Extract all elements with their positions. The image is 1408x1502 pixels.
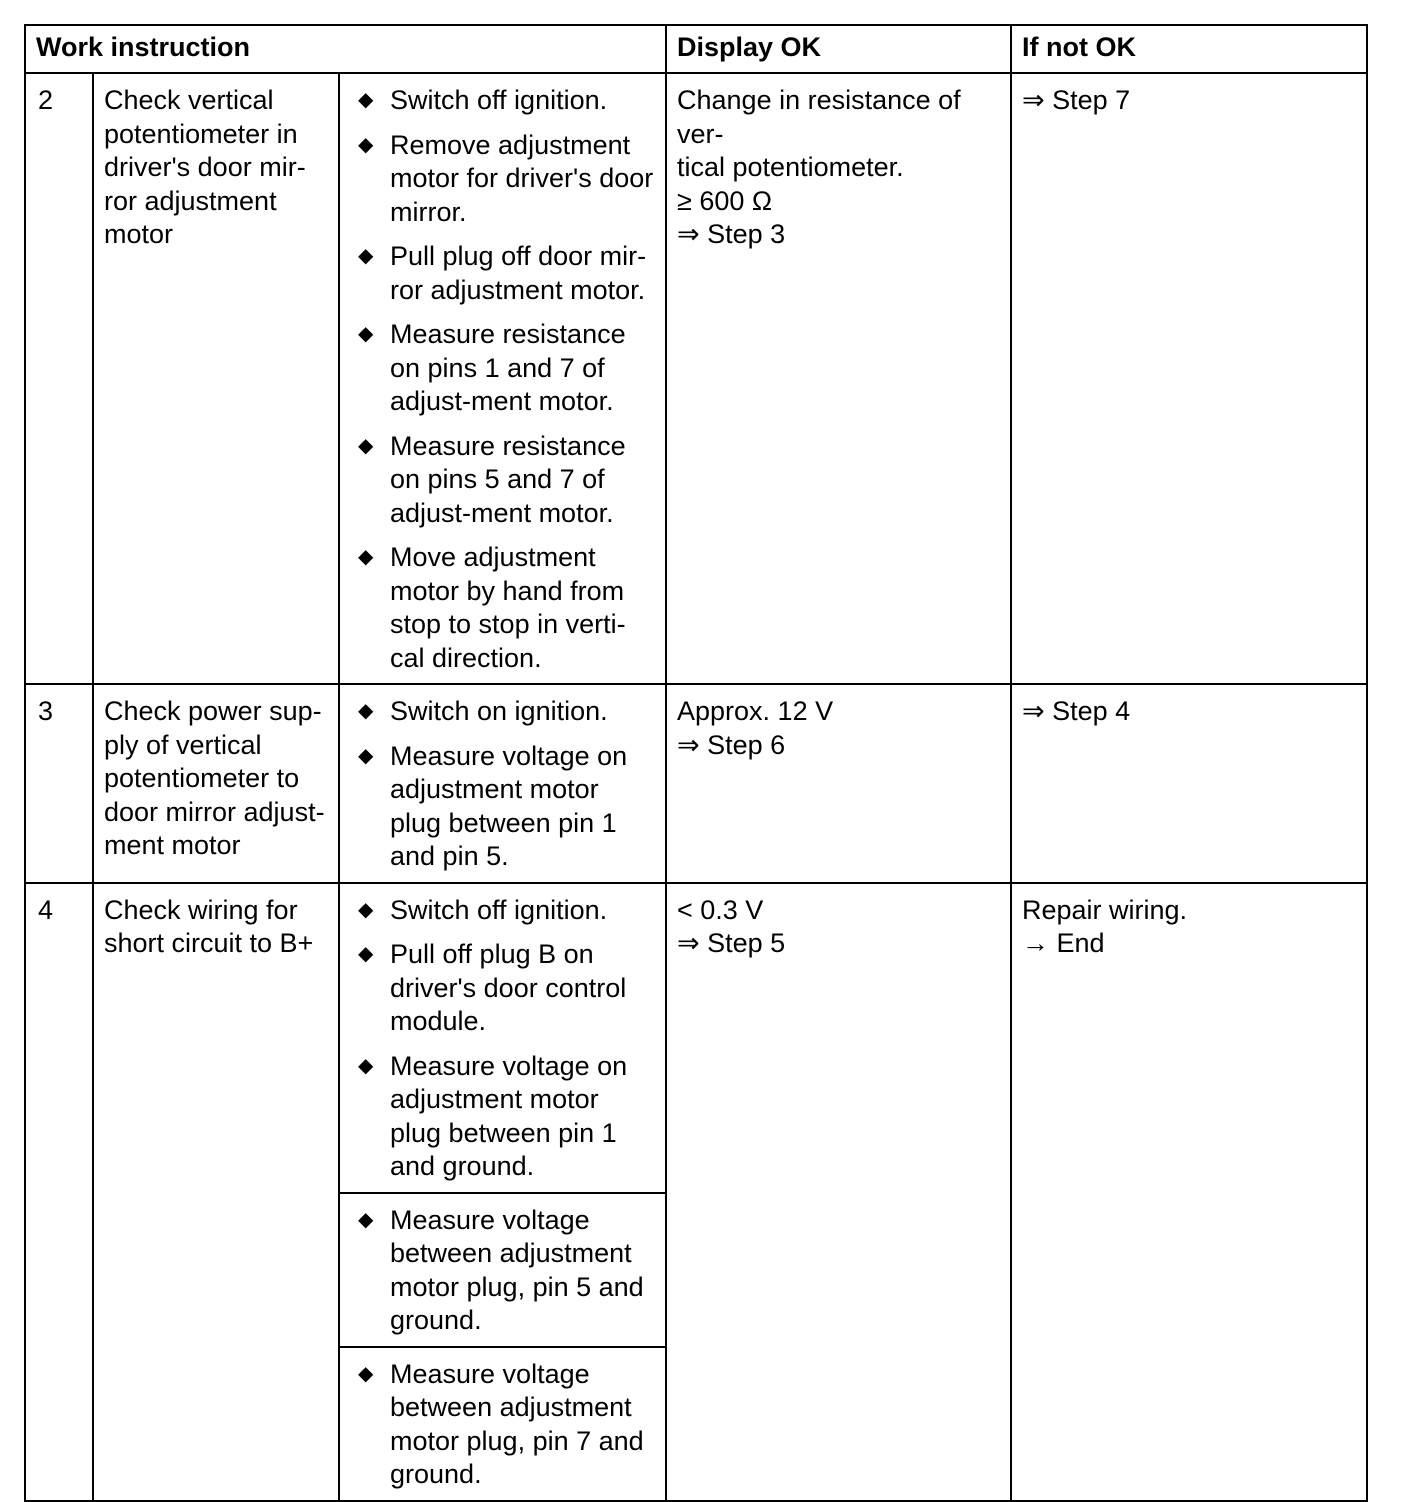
step-title-line: ply of vertical [104, 729, 262, 760]
if-not-ok-line: ⇒ Step 7 [1022, 85, 1131, 115]
list-item: ◆ Measure voltage between adjustment motor plug, pin 5 and ground. [358, 1204, 644, 1335]
display-ok-cell [666, 684, 1011, 883]
diamond-bullet-icon: ◆ [358, 1208, 374, 1231]
list-item: ◆ Switch off ignition. [350, 894, 655, 928]
step-title-line: Check wiring for [104, 894, 298, 925]
instruction-cell [339, 883, 666, 1193]
step-number: 3 [38, 696, 54, 726]
header-if-not-ok: If not OK [1011, 25, 1367, 73]
diamond-bullet-icon: ◆ [358, 943, 374, 965]
instruction-list [340, 884, 665, 1192]
step-title-line: door mirror adjust- [104, 796, 325, 827]
header-work-instruction: Work instruction [25, 25, 666, 73]
instruction-cell [339, 1347, 666, 1501]
list-item: ◆ Move adjustment motor by hand from stop to stop in verti-cal direction. [358, 542, 626, 673]
step-title-line: potentiometer to [104, 763, 300, 793]
list-item: ◆ Pull plug off door mir-ror adjustment motor. [358, 241, 647, 305]
diamond-bullet-icon: ◆ [358, 546, 374, 568]
diamond-bullet-icon: ◆ [358, 245, 374, 267]
display-ok-line: tical potentiometer. [677, 152, 904, 182]
step-number-cell [25, 73, 93, 684]
if-not-ok-cell [1011, 883, 1367, 1501]
instruction-list [340, 685, 665, 882]
step-title-line: potentiometer in [104, 118, 298, 149]
display-ok-line: ⇒ Step 6 [677, 729, 786, 760]
display-ok-cell [666, 883, 1011, 1501]
work-instruction-table [24, 24, 1368, 1502]
list-item: ◆ Pull off plug B on driver's door control module. [358, 939, 627, 1036]
step-title-cell [93, 684, 339, 883]
if-not-ok-line: Repair wiring. [1022, 894, 1188, 925]
display-ok-line: ≥ 600 Ω [677, 185, 773, 216]
list-item: ◆ Remove adjustment motor for driver's door mirror. [358, 129, 654, 227]
list-item: ◆ Measure voltage on adjustment motor plug between pin 1 and ground. [358, 1050, 628, 1181]
step-title-line: driver's door mir- [104, 152, 306, 182]
header-display-ok: Display OK [666, 25, 1011, 73]
instruction-list [340, 1194, 665, 1346]
display-ok-cell [666, 73, 1011, 684]
instruction-list [340, 74, 665, 683]
step-number: 4 [38, 894, 54, 925]
step-number: 2 [38, 85, 54, 115]
step-title-line: Check vertical [104, 85, 274, 115]
step-title-cell [93, 73, 339, 684]
table-row [25, 883, 1367, 1193]
list-item: ◆ Switch on ignition. [350, 695, 655, 729]
diamond-bullet-icon: ◆ [358, 700, 374, 722]
if-not-ok-cell [1011, 73, 1367, 684]
step-number-cell [25, 883, 93, 1501]
diamond-bullet-icon: ◆ [358, 323, 374, 345]
display-ok-line: Approx. 12 V [677, 696, 834, 726]
list-item: ◆ Measure voltage on adjustment motor plug between pin 1 and pin 5. [358, 740, 628, 871]
diamond-bullet-icon: ◆ [358, 434, 374, 457]
instruction-cell [339, 73, 666, 684]
instruction-cell [339, 1193, 666, 1347]
diamond-bullet-icon: ◆ [358, 1362, 374, 1385]
instruction-list [340, 1348, 665, 1500]
diamond-bullet-icon: ◆ [358, 1054, 374, 1077]
list-item: ◆ Measure resistance on pins 1 and 7 of adjust-ment motor. [358, 319, 626, 416]
list-item: ◆ Measure resistance on pins 5 and 7 of adjust-ment motor. [358, 430, 626, 528]
if-not-ok-line: ⇒ Step 4 [1022, 696, 1131, 726]
table-row [25, 684, 1367, 883]
header-row [25, 25, 1367, 73]
step-title-cell [93, 883, 339, 1501]
step-title-line: Check power sup- [104, 696, 322, 726]
diamond-bullet-icon: ◆ [358, 133, 374, 156]
display-ok-line: < 0.3 V [677, 894, 764, 925]
step-title-line: short circuit to B+ [104, 928, 314, 958]
list-item: ◆ Switch off ignition. [350, 84, 655, 118]
if-not-ok-cell [1011, 684, 1367, 883]
step-title-line: ment motor [104, 830, 241, 860]
diamond-bullet-icon: ◆ [358, 744, 374, 767]
table-row [25, 73, 1367, 684]
display-ok-line: Change in resistance of ver- [677, 85, 961, 149]
step-number-cell [25, 684, 93, 883]
if-not-ok-line: → End [1022, 928, 1105, 958]
diamond-bullet-icon: ◆ [358, 898, 374, 921]
step-title-line: motor [104, 219, 174, 249]
step-title-line: ror adjustment [104, 185, 277, 216]
display-ok-line: ⇒ Step 5 [677, 928, 786, 958]
diamond-bullet-icon: ◆ [358, 89, 374, 111]
list-item: ◆ Measure voltage between adjustment motor plug, pin 7 and ground. [358, 1358, 644, 1489]
display-ok-line: ⇒ Step 3 [677, 219, 786, 249]
instruction-cell [339, 684, 666, 883]
